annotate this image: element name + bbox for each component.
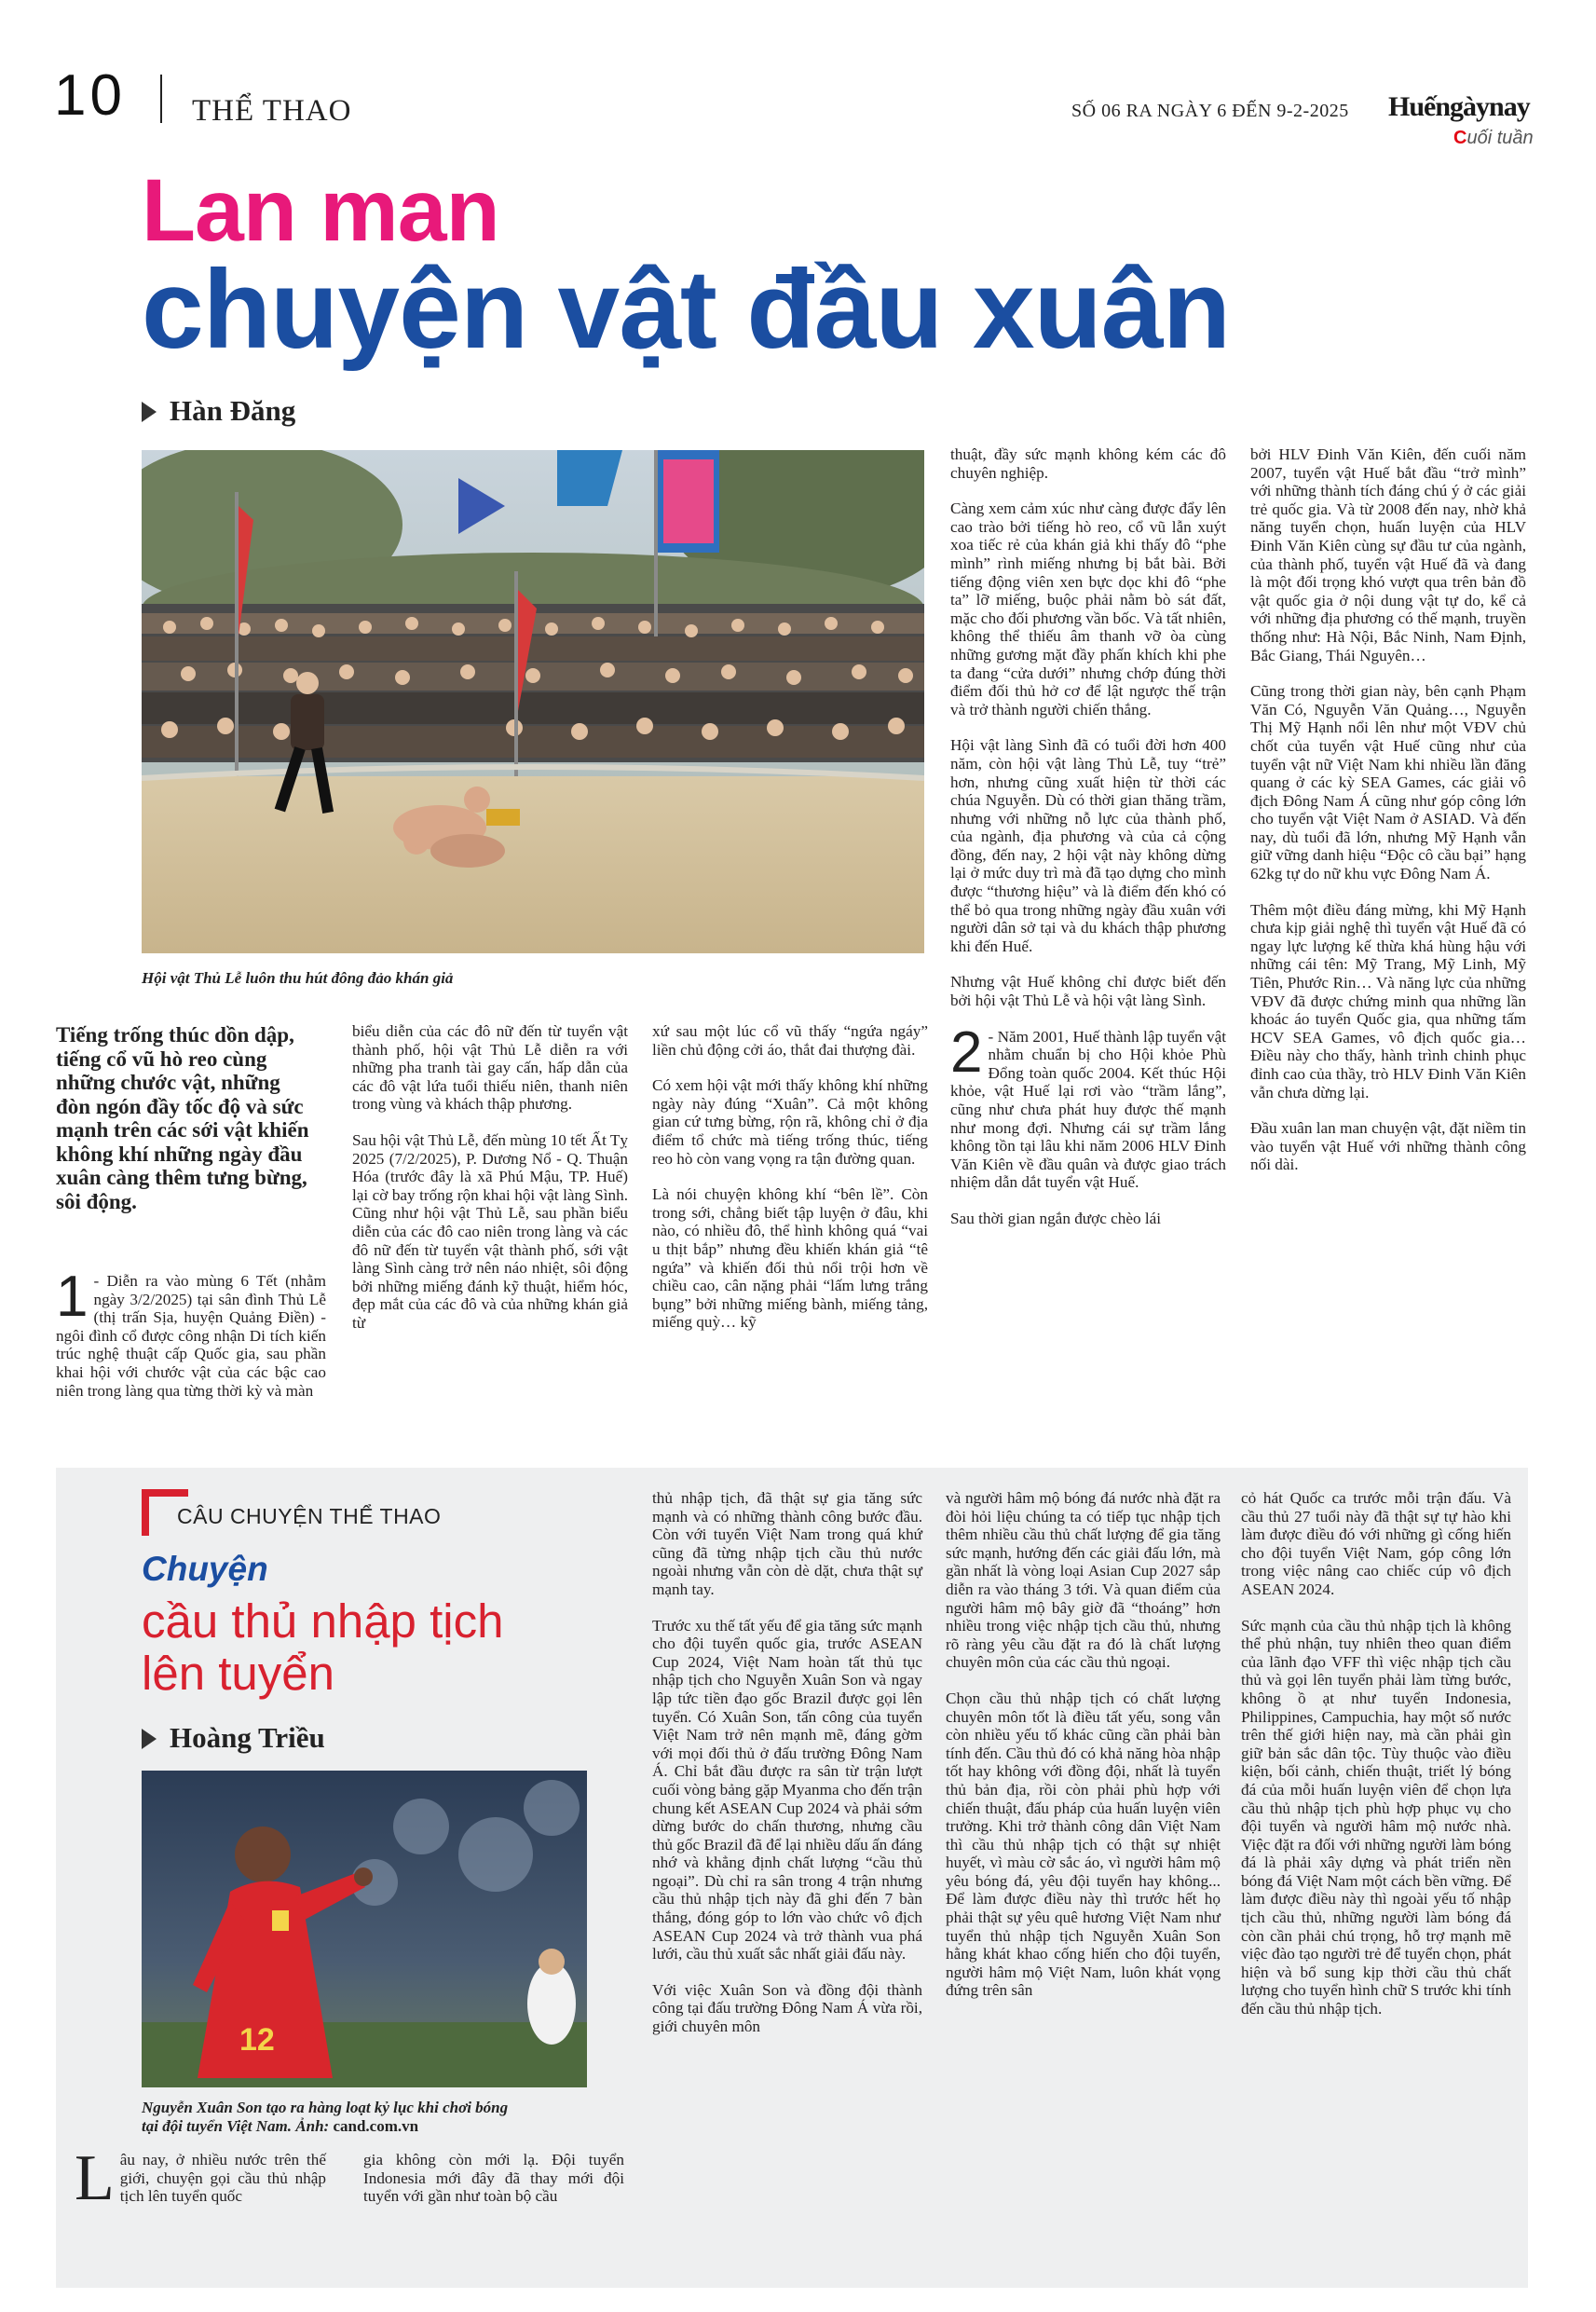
play-triangle-icon <box>142 1729 157 1749</box>
photo2-caption-line2: tại đội tuyển Việt Nam. Ảnh: <box>142 2117 334 2135</box>
article2-column-2 <box>652 1489 922 2036</box>
article1-column-4 <box>950 445 1226 1228</box>
article1-paragraph: Càng xem cảm xúc như càng được đẩy lên cao trào bởi tiếng hò reo, cổ vũ lẫn xuýt xoa tiếc rẻ của khán giả khi thấy đô “phe mình” rình miếng nhưng bị bắt bài. Bởi tiếng động viên xen bực dọc khi đô “phe ta” lỡ miếng, buộc phải nằm bò sát đất, mặc cho đối phương vần bốc. Và tất nhiên, không thể thiếu âm thanh vỡ òa cùng những gương mặt đầy phấn khích khi phe ta đang “cửa dưới” nhưng chớp đúng thời điểm đối thủ hở cơ để lật ngược thế trận và trở thành người chiến thắng. <box>950 499 1226 718</box>
article1-paragraph: thuật, đầy sức mạnh không kém các đô chuyên nghiệp. <box>950 445 1226 482</box>
logo-sub-text: uối tuần <box>1466 128 1534 148</box>
article1-dropcap-1: 1 <box>56 1265 89 1329</box>
article2-paragraph: cỏ hát Quốc ca trước mỗi trận đấu. Và cầu thủ 27 tuổi này đã thật sự tự hào khi làm được điều đó với những gì cống hiến cho đội tuyển Việt Nam, góp công lớn trong việc nâng cao chiếc cúp vô địch ASEAN 2024. <box>1241 1489 1511 1598</box>
article1-author-name: Hàn Đăng <box>170 394 296 427</box>
article2-column-4 <box>1241 1489 1511 2018</box>
publication-logo: Huếngàynay <box>1388 91 1530 122</box>
article1-paragraph: Nhưng vật Huế không chỉ được biết đến bởi hội vật Thủ Lễ và hội vật làng Sình. <box>950 973 1226 1010</box>
svg-text:12: 12 <box>239 2022 275 2058</box>
article2-paragraph: Chọn cầu thủ nhập tịch có chất lượng chuyên môn tốt là điều tất yếu, song vẫn còn nhiều yếu tố khác cũng cần phải bàn tính đến. Cầu thủ đó có khả năng hòa nhập tốt hay không với đồng đội, nhất là tuyển thủ bản địa, rồi còn phải phù hợp với chiến thuật, đấu pháp của huấn luyện viên trưởng. Khi trở thành công dân Việt Nam thì cầu thủ nhập tịch có thật sự nhiệt huyết, vì màu cờ sắc áo, vì người hâm mộ yêu bóng đá, yêu đội tuyển hay không... Để làm được điều này thì trước hết họ phải thật sự yêu quê hương Việt Nam như tuyển thủ nhập tịch Nguyễn Xuân Son hằng khát khao cống hiến cho đội tuyển, người hâm mộ Việt Nam, luôn khát vọng đứng trên sân <box>946 1689 1221 2000</box>
article1-title-line1: Lan man <box>142 161 499 260</box>
article1-paragraph: Hội vật làng Sình đã có tuổi đời hơn 400 năm, còn hội vật làng Thủ Lễ, tuy “trẻ” hơn, nhưng cũng xuất hiện từ thời các chúa Nguyễn. Dù có thời gian thăng trầm, nhưng với những nỗ lực của thành phố, của ngành, địa phương và của cả cộng đồng, đến nay, 2 hội vật này không dừng lại ở mức duy trì mà đã tạo dựng cho mình được “thương hiệu” và là điểm đến khó có thể bỏ qua trong những ngày đầu xuân với người dân sở tại và du khách thập phương khi đến Huế. <box>950 736 1226 955</box>
article1-paragraph: Đầu xuân lan man chuyện vật, đặt niềm tin vào tuyển vật Huế với những thành công nối dài. <box>1250 1119 1526 1174</box>
article1-col1-text: - Diễn ra vào mùng 6 Tết (nhằm ngày 3/2/2025) tại sân đình Thủ Lễ (thị trấn Sịa, huyện Quảng Điền) - ngôi đình cổ được công nhận Di tích kiến trúc nghệ thuật cấp Quốc gia, sau phần khai hội với chước vật của các bậc cao niên trong làng qua từng thời kỳ và màn <box>56 1272 326 1400</box>
article2-paragraph: và người hâm mộ bóng đá nước nhà đặt ra đòi hỏi liệu chúng ta có tiếp tục nhập tịch thêm nhiều cầu thủ chất lượng để gia tăng sức mạnh, hướng đến các giải đấu lớn, mà gần nhất là vòng loại Asian Cup 2027 sắp diễn ra vào tháng 3 tới. Và quan điểm của người hâm mộ bây giờ đã “thoáng” hơn nhiều trong việc nhập tịch cầu thủ, nhưng rõ ràng yêu cầu đặt ra đó là chất lượng chuyên môn của các cầu thủ ngoại. <box>946 1489 1221 1672</box>
article1-title-line2: chuyện vật đầu xuân <box>142 247 1230 372</box>
footballer-photo <box>142 1771 587 2087</box>
photo2-caption-line1: Nguyễn Xuân Son tạo ra hàng loạt kỷ lục khi chơi bóng <box>142 2099 509 2116</box>
publication-logo-sub <box>1453 129 1534 147</box>
photo2-caption <box>142 2099 589 2136</box>
article2-title <box>142 1595 503 1700</box>
section-name: THỂ THAO <box>192 94 352 128</box>
box-tag: CÂU CHUYỆN THỂ THAO <box>177 1504 442 1528</box>
article2-paragraph: Sức mạnh của cầu thủ nhập tịch là không thể phủ nhận, tuy nhiên theo quan điểm của lãnh đạo VFF thì việc nhập tịch cầu thủ và gọi lên tuyển phải làm từng bước, không ồ ạt như tuyển Indonesia, Philippines, Campuchia, hay một số nước trên thế giới hiện nay, mà cần phải gìn giữ bản sắc dân tộc. Tùy thuộc vào điều kiện, bối cảnh, chiến thuật, triết lý bóng đá của mỗi huấn luyện viên để chọn lựa cầu thủ nhập tịch phù hợp phục vụ cho đội tuyển và người hâm mộ nước nhà. Việc đặt ra đối với những người làm bóng đá là phải xây dựng và phát triển nền bóng đá Việt Nam một cách bền vững. Để làm được điều này thì ngoài yếu tố nhập tịch cầu thủ, những người làm bóng đá còn cần phải chú trọng, hỗ trợ mạnh mẽ việc đào tạo người trẻ để tuyển chọn, phát hiện và bổ sung kịp thời cầu thủ chất lượng cho tuyển hình chữ S trước khi tính đến cầu thủ nhập tịch. <box>1241 1616 1511 2018</box>
logo-sub-initial: C <box>1453 128 1467 148</box>
wrestling-photo-illustration <box>142 450 924 953</box>
article2-dropcap: L <box>75 2142 115 2214</box>
article1-column-3 <box>652 1022 928 1332</box>
article1-dropcap-2: 2 <box>950 1019 983 1085</box>
article2-paragraph: Trước xu thế tất yếu để gia tăng sức mạnh cho đội tuyển quốc gia, trước ASEAN Cup 2024, Việt Nam hoàn tất thủ tục nhập tịch cho Nguyễn Xuân Son và ngay lập tức tiền đạo gốc Brazil được gọi lên tuyển. Có Xuân Son, tấn công của tuyển Việt Nam trở nên mạnh mẽ, đáng gờm với mọi đối thủ ở đấu trường Đông Nam Á. Chỉ bắt đầu được ra sân từ trận lượt cuối vòng bảng gặp Myanma cho đến trận chung kết ASEAN Cup 2024 và phải sớm dừng bước do chấn thương, nhưng cầu thủ gốc Brazil đã để lại nhiều dấu ấn đáng nhớ và khẳng định chất lượng “cầu thủ ngoại”. Dù chỉ ra sân trong 4 trận nhưng cầu thủ nhập tịch này đã ghi đến 7 bàn thắng, đóng góp to lớn vào chức vô địch ASEAN Cup 2024 và trở thành vua phá lưới, cầu thủ xuất sắc nhất giải đấu này. <box>652 1616 922 1963</box>
article1-paragraph: Sau thời gian ngắn được chèo lái <box>950 1209 1162 1227</box>
header-divider <box>160 75 162 123</box>
article2-author-name: Hoàng Triều <box>170 1721 325 1754</box>
footballer-photo-illustration <box>142 1771 587 2087</box>
article1-column-1 <box>56 1265 326 1400</box>
article1-paragraph: biểu diễn của các đô nữ đến từ tuyển vật thành phố, hội vật Thủ Lễ diễn ra với những pha tranh tài gay cấn, hấp dẫn của các đô vật lứa tuổi thiếu niên, thanh niên trong vùng và khách thập phương. <box>352 1022 628 1114</box>
article1-paragraph: xứ sau một lúc cổ vũ thấy “ngứa ngáy” liền chủ động cởi áo, thắt đai thượng đài. <box>652 1022 928 1059</box>
article2-column-1 <box>75 2142 326 2214</box>
article2-author <box>142 1722 325 1754</box>
article2-col1-text: âu nay, ở nhiều nước trên thế giới, chuyện gọi cầu thủ nhập tịch lên tuyển quốc <box>119 2151 326 2206</box>
article1-col4-p5: - Năm 2001, Huế thành lập tuyển vật nhằm chuẩn bị cho Hội khỏe Phù Đổng toàn quốc 2004. Kết thúc Hội khỏe, vật Huế lại rơi vào “trầm lắng”, cũng như chưa phát huy được thế mạnh như mong đợi. Nhưng cái sự trầm lắng không tồn tại lâu khi năm 2006 HLV Đinh Văn Kiên về đầu quân và được giao trách nhiệm dẫn dắt tuyển vật Huế. <box>950 1027 1226 1192</box>
play-triangle-icon <box>142 402 157 422</box>
article1-paragraph: bởi HLV Đinh Văn Kiên, đến cuối năm 2007, tuyển vật Huế bắt đầu “trở mình” với những thành tích đáng chú ý ở các giải trẻ quốc gia. Và từ 2008 đến nay, nhờ khả năng tuyển chọn, huấn luyện của HLV Đinh Văn Kiên cùng sự đầu tư của ngành, của thành phố, tuyển vật Huế đã và đang là một đối trọng khó vượt qua trên bản đồ vật quốc gia ở nội dung vật tự do, kể cả với những địa phương có thế mạnh, truyền thống như: Hà Nội, Bắc Ninh, Nam Định, Bắc Giang, Thái Nguyên… <box>1250 445 1526 664</box>
article1-column-2 <box>352 1022 628 1333</box>
wrestling-festival-photo <box>142 450 924 953</box>
article1-paragraph: Sau hội vật Thủ Lễ, đến mùng 10 tết Ất Tỵ 2025 (7/2/2025), P. Dương Nổ - Q. Thuận Hóa (trước đây là xã Phú Mậu, TP. Huế) lại cờ bay trống rộn khai hội vật làng Sình. Cũng như hội vật Thủ Lễ, sau phần biểu diễn của các đô cao niên trong làng và các đô nữ đến từ tuyển vật thành phố, sới vật làng Sình càng trở nên náo nhiệt, sôi động bởi những miếng đánh kỹ thuật, hiểm hóc, đẹp mắt của các đô và của những khán giả từ <box>352 1130 628 1332</box>
article2-title-line2: lên tuyển <box>142 1647 334 1700</box>
article2-column-1b <box>363 2151 624 2206</box>
article1-author <box>142 395 295 427</box>
article2-title-line1: cầu thủ nhập tịch <box>142 1594 504 1648</box>
article1-paragraph: Có xem hội vật mới thấy không khí những ngày này đúng “Xuân”. Cả một không gian cứ tưng bừng, rộn rã, không chỉ ở địa điểm tổ chức mà tiếng trống thúc, tiếng reo hò còn vang vọng ra tận đường quan. <box>652 1076 928 1168</box>
article1-lead: Tiếng trống thúc dồn dập, tiếng cổ vũ hò reo cùng những chước vật, những đòn ngón đầy tốc độ và sức mạnh trên các sới vật khiến không khí những ngày đầu xuân càng thêm tưng bừng, sôi động. <box>56 1023 309 1213</box>
article2-paragraph: thủ nhập tịch, đã thật sự gia tăng sức mạnh và có những thành công bước đầu. Còn với tuyển Việt Nam trong quá khứ cũng đã từng nhập tịch cầu thủ nước ngoài nhưng vẫn còn dè dặt, chưa thật sự mạnh tay. <box>652 1489 922 1598</box>
article1-paragraph: Thêm một điều đáng mừng, khi Mỹ Hạnh chưa kịp giải nghệ thì tuyển vật Huế đã có ngay lực lượng kế thừa khá hùng hậu với những cái tên: Mỹ Trang, Mỹ Linh, Mỹ Tiên, Phước Rin… Và năng lực của những VĐV đã được chứng minh qua những lần khoác áo tuyển Quốc gia, qua những tấm HCV SEA Games, vô địch quốc gia… Điều này cho thấy, hành trình chinh phục đỉnh cao của thầy, trò HLV Đinh Văn Kiên vẫn chưa dừng lại. <box>1250 900 1526 1101</box>
article2-title-small: Chuyện <box>142 1550 268 1588</box>
article1-paragraph: Cũng trong thời gian này, bên cạnh Phạm Văn Có, Nguyễn Văn Quảng…, Nguyễn Thị Mỹ Hạnh nổi lên như một VĐV chủ chốt của tuyển vật Huế cũng như của tuyển vật nữ Việt Nam khi nhiều lần đăng quang ở các kỳ SEA Games, các giải vô địch Đông Nam Á cũng như góp công lớn cho tuyển vật Việt Nam ở ASIAD. Và đến nay, dù tuổi đã lớn, nhưng Mỹ Hạnh vẫn giữ vững danh hiệu “Độc cô cầu bại” hạng 62kg tự do nữ khu vực Đông Nam Á. <box>1250 682 1526 883</box>
article1-paragraph: Là nói chuyện không khí “bên lề”. Còn trong sới, chẳng biết tập luyện ở đâu, khi nào, có nhiều đô, thể hình không quá “vai u thịt bắp” nhưng đều khiến khán giả “tê ngứa” và khiến đối thủ nổi trội hơn về chiều cao, cân nặng phải “lấm lưng trắng bụng” bởi những miếng bành, miếng tảng, miếng quỳ… kỹ <box>652 1185 928 1332</box>
article2-column-3 <box>946 1489 1221 2000</box>
photo2-credit: cand.com.vn <box>333 2117 419 2135</box>
issue-info: SỐ 06 RA NGÀY 6 ĐẾN 9-2-2025 <box>1071 101 1349 121</box>
photo1-caption: Hội vật Thủ Lễ luôn thu hút đông đảo khán giả <box>142 969 454 987</box>
article1-column-5 <box>1250 445 1526 1174</box>
article2-col1b-text: gia không còn mới lạ. Đội tuyển Indonesia mới đây đã thay mới đội tuyển với gần như toàn bộ cầu <box>363 2151 624 2206</box>
article2-paragraph: Với việc Xuân Son và đồng đội thành công tại đấu trường Đông Nam Á vừa rồi, giới chuyên môn <box>652 1980 922 2036</box>
page-number: 10 <box>54 63 126 128</box>
